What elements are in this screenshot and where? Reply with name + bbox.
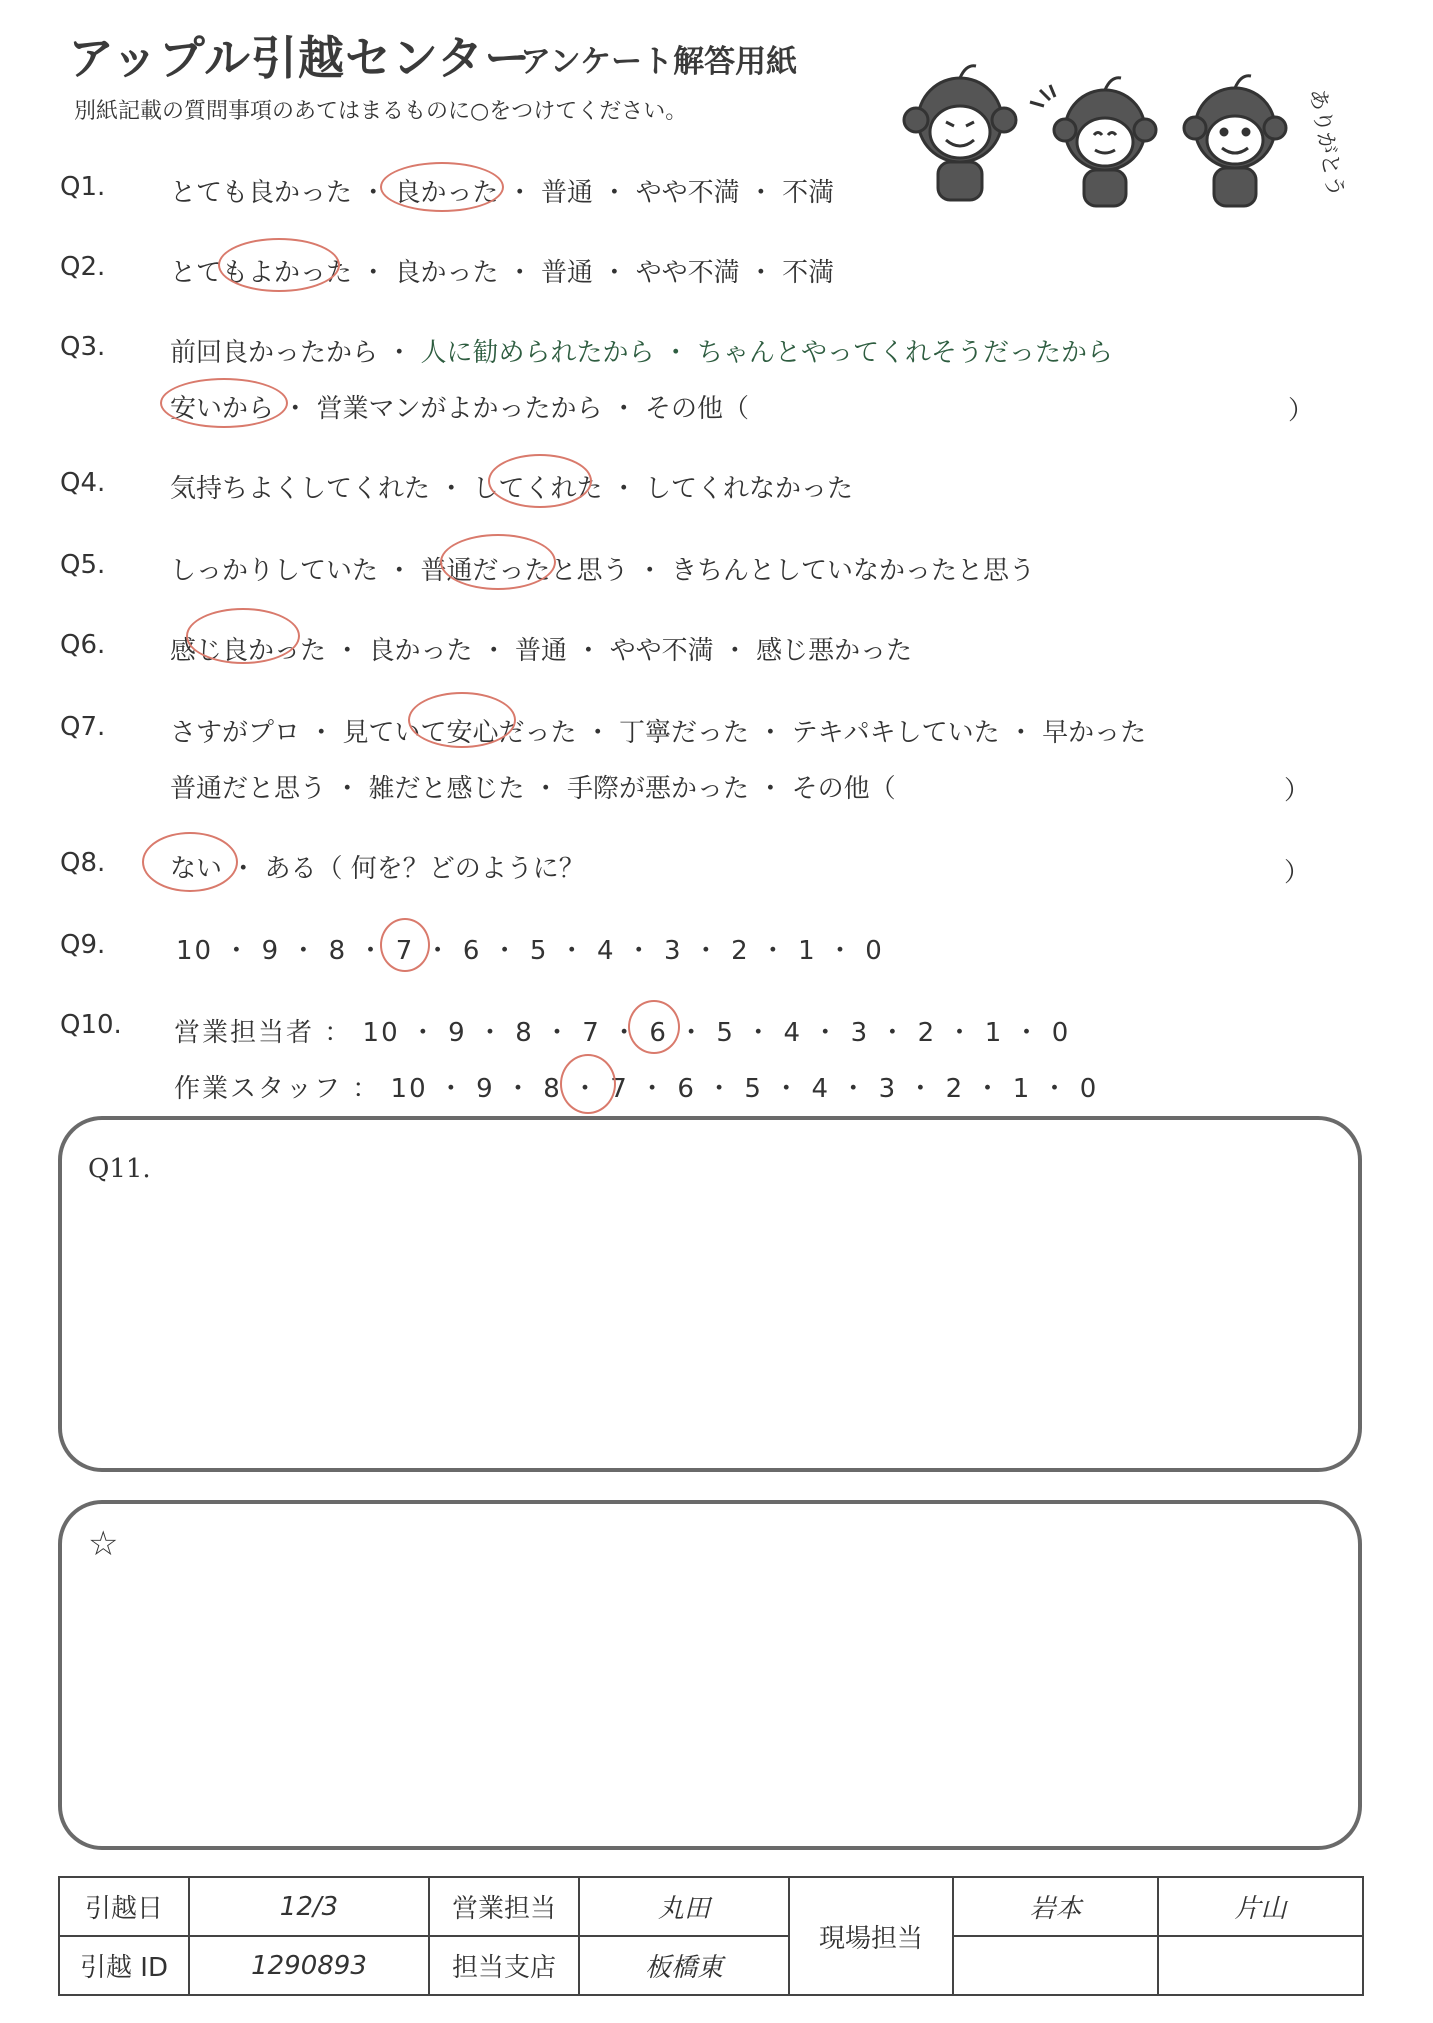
q2-options[interactable]: とてもよかった ・ 良かった ・ 普通 ・ やや不満 ・ 不満: [170, 258, 835, 288]
q2-label: Q2.: [60, 252, 106, 282]
star-icon: ☆: [88, 1524, 119, 1564]
branch-label: 担当支店: [429, 1936, 579, 1995]
q1-options[interactable]: とても良かった ・ 良かった ・ 普通 ・ やや不満 ・ 不満: [170, 178, 835, 208]
instruction-text: 別紙記載の質問事項のあてはまるものに○をつけてください。: [74, 99, 688, 124]
move-date-value[interactable]: 12/3: [189, 1877, 429, 1936]
q7-close-paren: ）: [1284, 776, 1311, 806]
q9-scale[interactable]: 10 ・ 9 ・ 8 ・ 7 ・ 6 ・ 5 ・ 4 ・ 3 ・ 2 ・ 1 ・ 0: [176, 936, 884, 966]
q3-options-line1a: 前回良かったから ・: [170, 338, 421, 368]
footer-info-table: [58, 1876, 1364, 1996]
free-comment-box[interactable]: [58, 1500, 1362, 1850]
q8-close-paren: ）: [1284, 858, 1311, 888]
q4-label: Q4.: [60, 468, 106, 498]
q8-options[interactable]: ない ・ ある（ 何を？どのように？: [170, 854, 585, 884]
q4-options[interactable]: 気持ちよくしてくれた ・ してくれた ・ してくれなかった: [170, 474, 854, 504]
form-subtitle: アンケート解答用紙: [520, 44, 798, 80]
site-staff-3[interactable]: [953, 1936, 1158, 1995]
site-staff-label: 現場担当: [789, 1877, 953, 1995]
q3-options-line1[interactable]: [170, 332, 1113, 369]
q10-label: Q10.: [60, 1010, 122, 1040]
q3-close-paren: ）: [1288, 396, 1315, 426]
q7-label: Q7.: [60, 712, 106, 742]
q10-staff-scale[interactable]: 作業スタッフ ： 10 ・ 9 ・ 8 ・ 7 ・ 6 ・ 5 ・ 4 ・ 3 ・ 2 ・ 1 ・ 0: [174, 1074, 1099, 1104]
mascot-illustration: [890, 40, 1350, 220]
form-title: アップル引越センター: [68, 31, 532, 85]
move-id-value[interactable]: 1290893: [189, 1936, 429, 1995]
q3-label: Q3.: [60, 332, 106, 362]
move-date-label: 引越日: [59, 1877, 189, 1936]
branch-value[interactable]: 板橋東: [579, 1936, 789, 1995]
monkey-mascots-icon: [890, 40, 1350, 220]
q3-options-line2[interactable]: 安いから ・ 営業マンがよかったから ・ その他（: [170, 394, 750, 424]
q9-label: Q9.: [60, 930, 106, 960]
q11-box-label: Q11.: [88, 1154, 151, 1184]
q10-sales-scale[interactable]: 営業担当者 ： 10 ・ 9 ・ 8 ・ 7 ・ 6 ・ 5 ・ 4 ・ 3 ・ 2 ・ 1 ・ 0: [174, 1018, 1071, 1048]
q7-options-line1[interactable]: さすがプロ ・ 見ていて安心だった ・ 丁寧だった ・ テキパキしていた ・ 早かった: [170, 718, 1147, 748]
q5-label: Q5.: [60, 550, 106, 580]
q1-label: Q1.: [60, 172, 106, 202]
q7-options-line2[interactable]: 普通だと思う ・ 雑だと感じた ・ 手際が悪かった ・ その他（: [170, 774, 896, 804]
site-staff-2[interactable]: 片山: [1158, 1877, 1363, 1936]
q11-comment-box[interactable]: [58, 1116, 1362, 1472]
sales-staff-label: 営業担当: [429, 1877, 579, 1936]
q6-label: Q6.: [60, 630, 106, 660]
q3-options-line1b: 人に勧められたから ・ ちゃんとやってくれそうだったから: [420, 338, 1114, 368]
q8-label: Q8.: [60, 848, 106, 878]
q6-options[interactable]: 感じ良かった ・ 良かった ・ 普通 ・ やや不満 ・ 感じ悪かった: [170, 636, 913, 666]
site-staff-4[interactable]: [1158, 1936, 1363, 1995]
site-staff-1[interactable]: 岩本: [953, 1877, 1158, 1936]
q5-options[interactable]: しっかりしていた ・ 普通だったと思う ・ きちんとしていなかったと思う: [170, 556, 1036, 586]
move-id-label: 引越 ID: [59, 1936, 189, 1995]
sales-staff-value[interactable]: 丸田: [579, 1877, 789, 1936]
thanks-text: ありがとう: [1304, 86, 1348, 200]
